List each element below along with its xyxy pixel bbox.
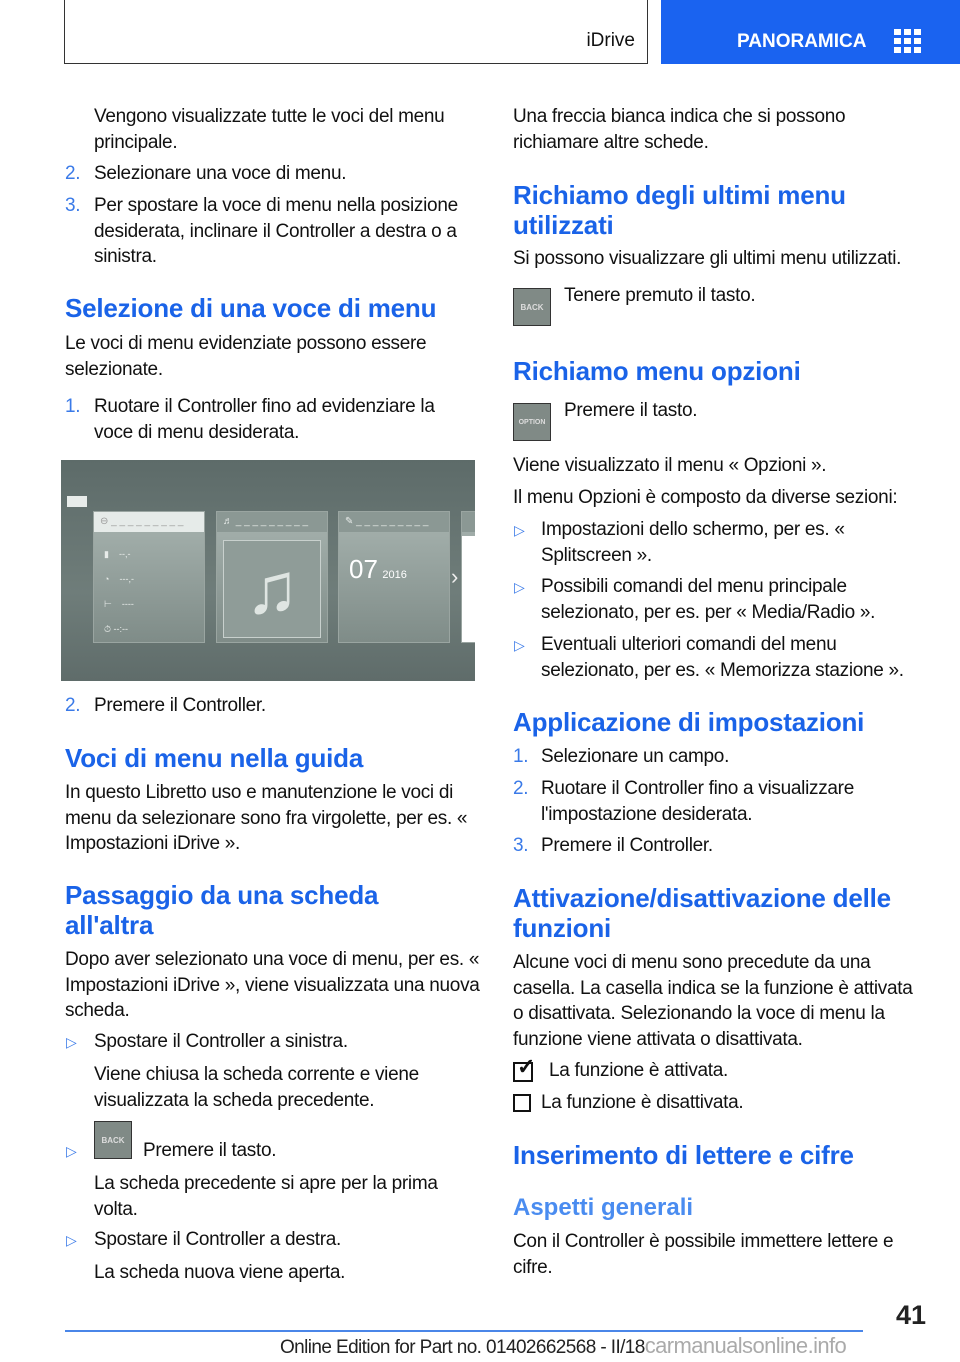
recent-action: Tenere premuto il tasto.: [564, 285, 756, 306]
bullet-triangle-icon: ▷: [514, 637, 525, 653]
bullet-triangle-icon: ▷: [66, 1143, 77, 1159]
heading-settings: Applicazione di impostazioni: [513, 707, 865, 737]
date-year: 2016: [382, 569, 407, 581]
step-number: 3.: [65, 195, 81, 216]
step-text: Selezionare un campo.: [541, 746, 730, 767]
split-icon: [67, 496, 87, 507]
options-action: Premere il tasto.: [564, 400, 698, 421]
bullet-triangle-icon: ▷: [66, 1034, 77, 1050]
timer-icon: ⏱: [104, 624, 112, 634]
off-text: La funzione è disattivata.: [541, 1092, 744, 1113]
intro-text: Vengono visualizzate tutte le voci del menu principale.: [94, 106, 445, 153]
header-box: [64, 0, 648, 64]
grid-icon: [894, 29, 921, 53]
step-number: 2.: [65, 695, 81, 716]
footer-rule: [65, 1330, 863, 1332]
panoramica-tab[interactable]: [661, 0, 960, 64]
card-header: ✎ _ _ _ _ _ _ _ _ _: [339, 512, 449, 532]
bullet-text: Possibili comandi del menu principale selezionato, per es. per « Media/Radio ».: [541, 576, 876, 623]
watermark: carmanualsonline.info: [644, 1333, 847, 1358]
heading-toggle: Attivazione/disattivazione delle funzioni: [513, 883, 891, 943]
bullet-text: Spostare il Controller a destra.: [94, 1229, 342, 1250]
general-text: Con il Controller è possibile immettere lettere e cifre.: [513, 1231, 894, 1278]
range-icon: ⊢: [104, 599, 112, 609]
gauge-icon: ◔: [104, 574, 110, 584]
edition-text: Online Edition for Part no. 01402662568 - II/18: [280, 1337, 645, 1358]
on-text: La funzione è attivata.: [549, 1060, 729, 1081]
bullet-triangle-icon: ▷: [514, 579, 525, 595]
value: --,-: [118, 549, 131, 559]
step-text: Ruotare il Controller fino a visualizzare l'impostazione desiderata.: [541, 778, 854, 825]
card-phone: [338, 511, 450, 643]
panoramica-label: PANORAMICA: [737, 31, 867, 52]
back-key-icon: BACK: [94, 1121, 132, 1159]
options-text-2: Il menu Opzioni è composto da diverse sezioni:: [513, 487, 898, 508]
step-number: 1.: [65, 396, 81, 417]
card-header: [462, 512, 475, 532]
option-key-icon: OPTION: [513, 403, 551, 441]
fuel-icon: ▮: [104, 549, 109, 559]
bullet-text: Eventuali ulteriori comandi del menu selezionato, per es. « Memorizza stazione ».: [541, 634, 904, 681]
header-section: iDrive: [586, 30, 635, 51]
options-text-1: Viene visualizzato il menu « Opzioni ».: [513, 455, 827, 476]
step-text: Per spostare la voce di menu nella posizione desiderata, inclinare il Controller a destra o a sinistra.: [94, 195, 458, 267]
tab-text: Dopo aver selezionato una voce di menu, per es. « Impostazioni iDrive », viene visualizzata una nuova scheda.: [65, 949, 480, 1021]
checkbox-empty-icon: [513, 1094, 531, 1112]
date-day: 07: [349, 554, 378, 584]
heading-options: Richiamo menu opzioni: [513, 356, 801, 386]
value: ---,-: [119, 574, 134, 584]
step-number: 2.: [513, 778, 529, 799]
value: --:--: [113, 624, 129, 634]
next-arrow-icon: ›: [451, 564, 459, 589]
select-text: Le voci di menu evidenziate possono essere selezionate.: [65, 333, 427, 380]
toggle-text: Alcune voci di menu sono precedute da una casella. La casella indica se la funzione è attivata o disattivata. Selezionando la voce di menu la funzione viene attivata o disattivata.: [513, 952, 913, 1050]
heading-letters: Inserimento di lettere e cifre: [513, 1140, 854, 1170]
heading-guide: Voci di menu nella guida: [65, 743, 364, 773]
step-text: Ruotare il Controller fino ad evidenziare la voce di menu desiderata.: [94, 396, 435, 443]
bullet-text: Premere il tasto.: [143, 1140, 277, 1161]
bullet-text: Spostare il Controller a sinistra.: [94, 1031, 348, 1052]
card-media: [216, 511, 328, 643]
step-text: Premere il Controller.: [94, 695, 266, 716]
card-vehicle: [93, 511, 205, 643]
arrow-text: Una freccia bianca indica che si possono richiamare altre schede.: [513, 106, 846, 153]
heading-general: Aspetti generali: [513, 1194, 694, 1221]
bullet-subtext: La scheda nuova viene aperta.: [94, 1262, 346, 1283]
step-number: 2.: [65, 163, 81, 184]
step-number: 3.: [513, 835, 529, 856]
step-text: Premere il Controller.: [541, 835, 713, 856]
step-number: 1.: [513, 746, 529, 767]
recent-text: Si possono visualizzare gli ultimi menu utilizzati.: [513, 248, 902, 269]
back-key-icon: BACK: [513, 288, 551, 326]
card-header: ♬ _ _ _ _ _ _ _ _ _: [217, 512, 327, 532]
page-number: 41: [895, 1300, 926, 1330]
checkbox-checked-icon: ✓: [513, 1062, 533, 1082]
guide-text: In questo Libretto uso e manutenzione le voci di menu da selezionare sono fra virgolette, per es. « Impostazioni iDrive ».: [65, 782, 468, 854]
heading-tab: Passaggio da una scheda all'altra: [65, 880, 379, 940]
bullet-subtext: Viene chiusa la scheda corrente e viene visualizzata la scheda precedente.: [94, 1064, 419, 1111]
card-next: [461, 511, 475, 643]
step-text: Selezionare una voce di menu.: [94, 163, 347, 184]
bullet-subtext: La scheda precedente si apre per la prima volta.: [94, 1173, 438, 1220]
idrive-screen-image: [61, 460, 475, 681]
bullet-text: Impostazioni dello schermo, per es. « Splitscreen ».: [541, 519, 845, 566]
value: ----: [121, 599, 134, 609]
bullet-triangle-icon: ▷: [66, 1232, 77, 1248]
card-header: ⊖ _ _ _ _ _ _ _ _ _: [94, 512, 204, 532]
bullet-triangle-icon: ▷: [514, 522, 525, 538]
music-note-icon: ♫: [223, 540, 321, 638]
heading-select: Selezione di una voce di menu: [65, 293, 437, 323]
heading-recent: Richiamo degli ultimi menu utilizzati: [513, 180, 846, 240]
